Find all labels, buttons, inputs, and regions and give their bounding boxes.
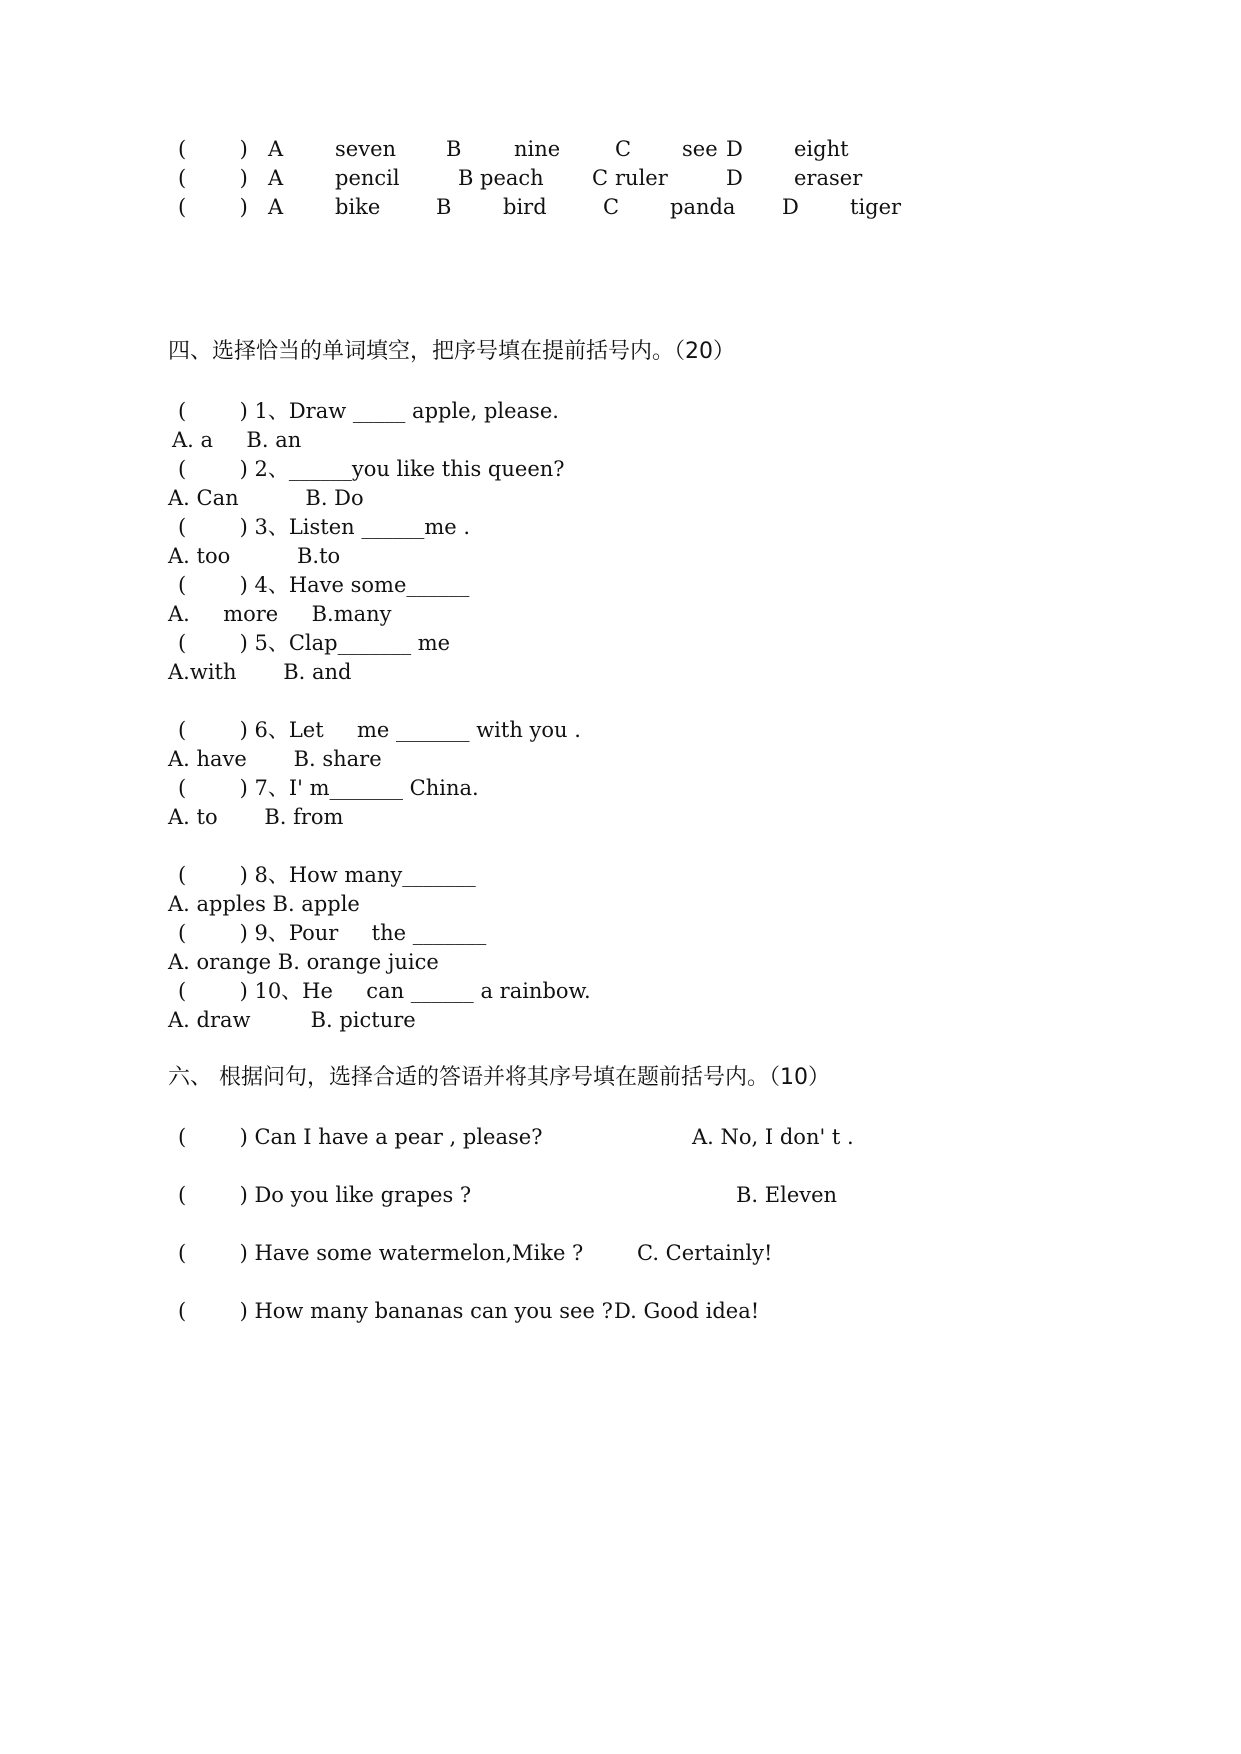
section-six-title: 六、 根据问句，选择合适的答语并将其序号填在题前括号内。（10） — [168, 1065, 830, 1090]
option-label-c: C — [592, 166, 609, 190]
option-label-c: C — [615, 137, 632, 161]
option-label-b: B — [458, 166, 474, 190]
answer-paren: ( ) — [178, 166, 248, 190]
question-3: ( ) 3、Listen ______me . — [178, 515, 471, 539]
options-1: A. a B. an — [172, 428, 302, 452]
option-c: panda — [670, 195, 736, 219]
option-a: pencil — [335, 166, 400, 190]
match-question-3: ( ) Have some watermelon,Mike ? — [178, 1241, 584, 1265]
match-answer-c: C. Certainly! — [637, 1241, 773, 1265]
option-label-d: D — [726, 166, 743, 190]
option-b: bird — [503, 195, 547, 219]
question-2: ( ) 2、______you like this queen? — [178, 457, 565, 481]
match-answer-b: B. Eleven — [736, 1183, 838, 1207]
option-label-a: A — [268, 137, 284, 161]
options-5: A.with B. and — [168, 660, 352, 684]
match-question-4: ( ) How many bananas can you see ? — [178, 1299, 613, 1323]
question-4: ( ) 4、Have some______ — [178, 573, 470, 597]
option-d: tiger — [850, 195, 902, 219]
question-8: ( ) 8、How many_______ — [178, 863, 476, 887]
option-c: see — [682, 137, 718, 161]
option-d: eraser — [794, 166, 863, 190]
options-6: A. have B. share — [168, 747, 382, 771]
question-6: ( ) 6、Let me _______ with you . — [178, 718, 581, 742]
answer-paren: ( ) — [178, 195, 248, 219]
option-d: eight — [794, 137, 849, 161]
option-label-a: A — [268, 166, 284, 190]
question-10: ( ) 10、He can ______ a rainbow. — [178, 979, 591, 1003]
option-label-d: D — [726, 137, 743, 161]
options-2: A. Can B. Do — [168, 486, 364, 510]
question-9: ( ) 9、Pour the _______ — [178, 921, 487, 945]
option-a: seven — [335, 137, 397, 161]
option-b: peach — [480, 166, 544, 190]
option-label-c: C — [603, 195, 620, 219]
options-9: A. orange B. orange juice — [168, 950, 439, 974]
question-1: ( ) 1、Draw _____ apple, please. — [178, 399, 559, 423]
options-8: A. apples B. apple — [168, 892, 360, 916]
option-b: nine — [514, 137, 561, 161]
question-7: ( ) 7、I' m_______ China. — [178, 776, 479, 800]
match-question-1: ( ) Can I have a pear , please? — [178, 1125, 543, 1149]
option-label-d: D — [782, 195, 799, 219]
options-10: A. draw B. picture — [168, 1008, 416, 1032]
match-answer-a: A. No, I don' t . — [692, 1125, 854, 1149]
option-a: bike — [335, 195, 381, 219]
options-4: A. more B.many — [168, 602, 392, 626]
option-c: ruler — [615, 166, 668, 190]
section-four-title: 四、选择恰当的单词填空，把序号填在提前括号内。（20） — [168, 339, 735, 364]
option-label-b: B — [446, 137, 462, 161]
option-label-b: B — [436, 195, 452, 219]
options-3: A. too B.to — [168, 544, 341, 568]
match-answer-d: D. Good idea! — [614, 1299, 760, 1323]
options-7: A. to B. from — [168, 805, 344, 829]
match-question-2: ( ) Do you like grapes ? — [178, 1183, 472, 1207]
answer-paren: ( ) — [178, 137, 248, 161]
option-label-a: A — [268, 195, 284, 219]
question-5: ( ) 5、Clap_______ me — [178, 631, 451, 655]
